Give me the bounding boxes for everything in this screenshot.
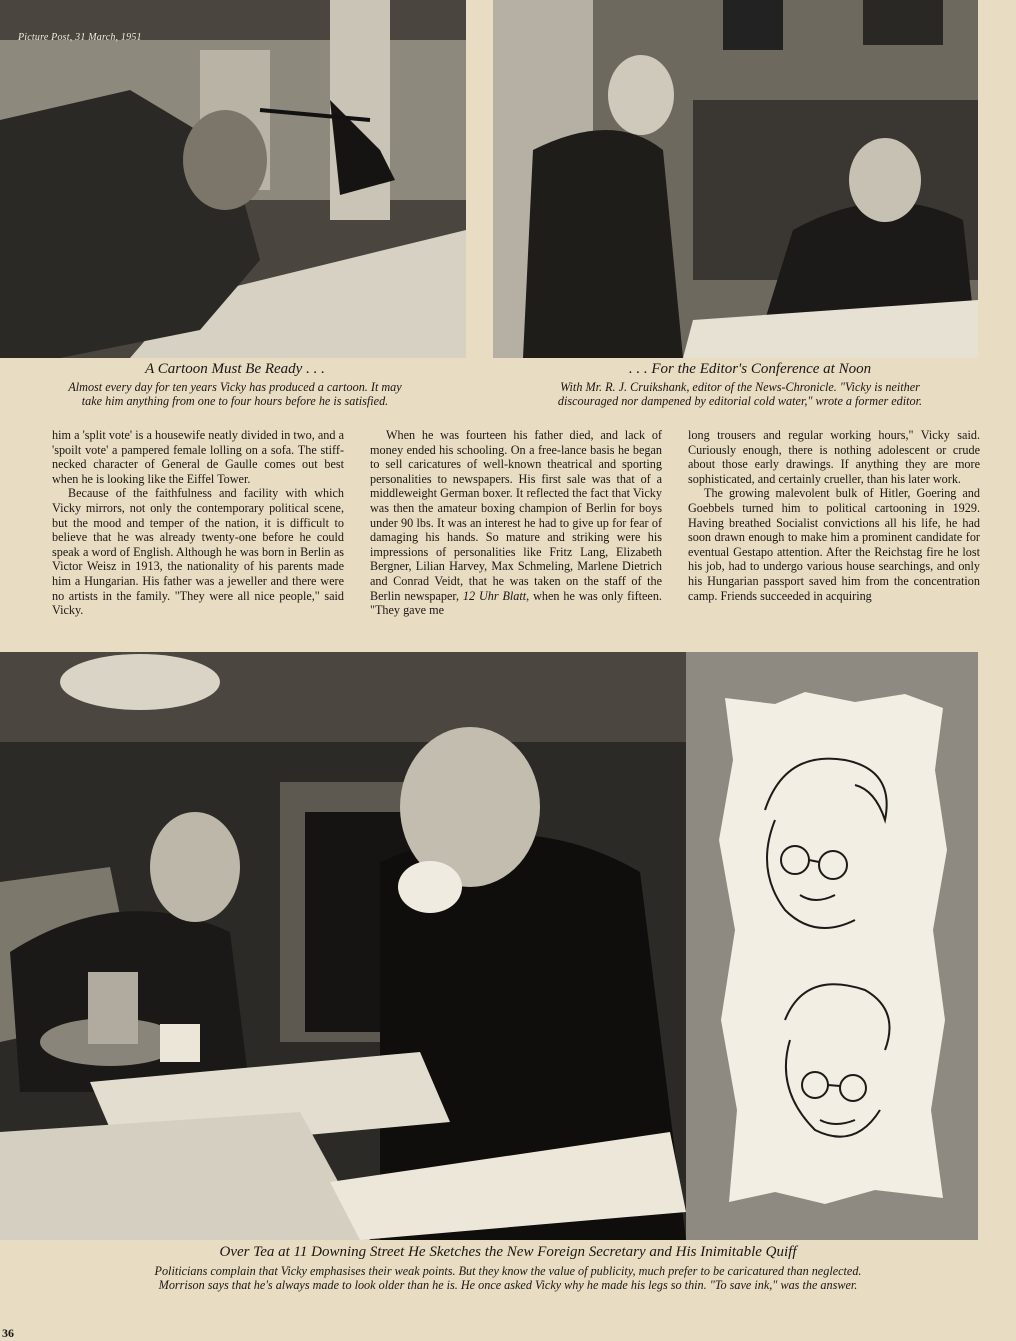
article-column-1 — [52, 428, 344, 618]
caption-line: discouraged nor dampened by editorial cold water," wrote a former editor. — [557, 394, 923, 408]
caption-text-cartoon — [20, 380, 450, 408]
page-number: 36 — [2, 1326, 14, 1340]
caption-line: Almost every day for ten years Vicky has produced a cartoon. It may — [68, 380, 402, 394]
photo-downing-street-tea — [0, 652, 686, 1240]
photo-editor-conference — [493, 0, 978, 358]
paragraph-text: , when he was only fifteen. "They gave me — [370, 588, 662, 618]
caption-text-downing-street — [60, 1264, 956, 1292]
newspaper-name: 12 Uhr Blatt — [462, 588, 527, 603]
paragraph: him a 'split vote' is a housewife neatly divided in two, and a 'spoilt vote' a pampered female lolling on a sofa. The stiff-necked character of General de Gaulle comes out best when he is looking like the Eiffel Tower. — [52, 428, 344, 486]
paragraph: The growing malevolent bulk of Hitler, Goering and Goebbels turned him to political cartooning in 1929. Having breathed Socialist convictions all his life, he had soon drawn enough to make him a prominent candidate for eventual Gestapo attention. After the Reichstag fire he lost his job, had to undergo various house searchings, and only his Hungarian passport saved him from the concentration camp. Friends succeeded in acquiring — [688, 486, 980, 603]
caption-text-editor — [505, 380, 975, 408]
dateline: Picture Post, 31 March, 1951 — [18, 32, 142, 43]
caption-line: Morrison says that he's always made to look older than he is. He once asked Vicky why he made his legs so thin. "To save ink," was the answer. — [158, 1278, 858, 1292]
caption-title-editor: . . . For the Editor's Conference at Noon — [628, 361, 872, 377]
paragraph-text: When he was fourteen his father died, and lack of money ended his schooling. On a free-lance basis he began to sell caricatures of well-known theatrical and sporting personalities to newspapers. His first sale was that of a middleweight German boxer. It reflected the fact that Vicky was then the amateur boxing champion of Berlin for boys under 90 lbs. It was an interest he had to give up for fear of damaging his hands. So mature and striking were his impressions of personalities like Fritz Lang, Elizabeth Bergner, Lilian Harvey, Max Schmeling, Marlene Dietrich and Conrad Veidt, that he was taken on the staff of the Berlin newspaper, — [370, 428, 662, 603]
caricature-sketch — [715, 690, 951, 1210]
caption-title-downing-street: Over Tea at 11 Downing Street He Sketches the New Foreign Secretary and His Inimitable Quiff — [219, 1244, 797, 1260]
caption-line: take him anything from one to four hours before he is satisfied. — [81, 394, 389, 408]
paragraph: Because of the faithfulness and facility with which Vicky mirrors, not only the contemporary political scene, but the mood and temper of the nation, it is difficult to believe that he was already twenty-one before he could speak a word of English. Although he was born in Berlin as Victor Weisz in 1913, the nationality of his parents made him a Hungarian. His father was a jeweller and there were no artists in the family. "They were all nice people," said Vicky. — [52, 486, 344, 618]
article-column-3 — [688, 428, 980, 603]
caption-line: With Mr. R. J. Cruikshank, editor of the News-Chronicle. "Vicky is neither — [560, 380, 920, 394]
photo-cartoonist-drawing — [0, 0, 466, 358]
article-column-2 — [370, 428, 662, 618]
paragraph: long trousers and regular working hours," Vicky said. Curiously enough, there is nothing adolescent or crude about those early drawings. If anything they are more sophisticated, and certainly crueller, than his later work. — [688, 428, 980, 486]
paragraph — [370, 428, 662, 618]
caption-line: Politicians complain that Vicky emphasises their weak points. But they know the value of publicity, much prefer to be caricatured than neglected. — [154, 1264, 862, 1278]
caption-title-cartoon: A Cartoon Must Be Ready . . . — [145, 361, 325, 377]
